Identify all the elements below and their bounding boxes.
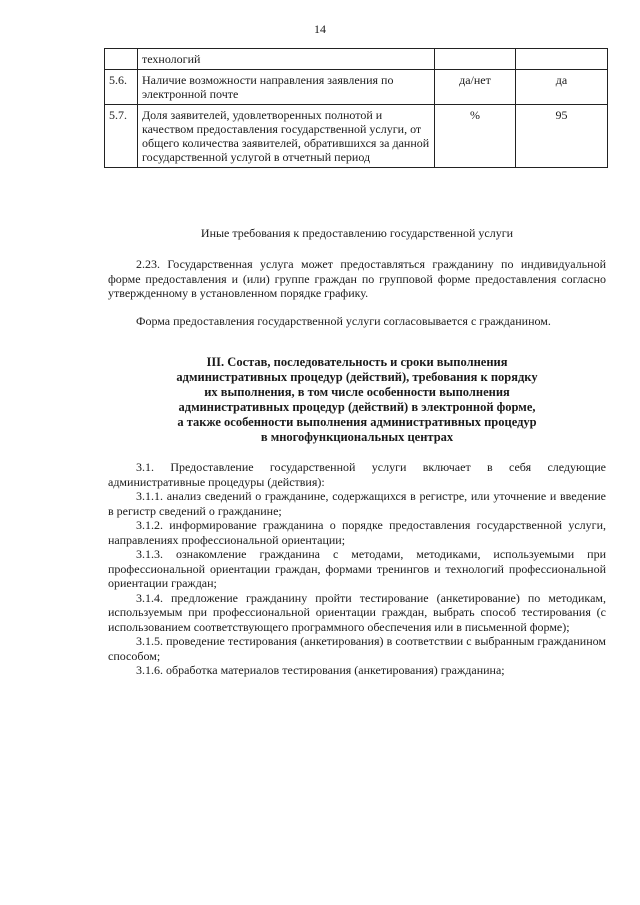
- heading-line: административных процедур (действий) в электронной форме,: [178, 400, 536, 414]
- heading-line: их выполнения, в том числе особенности выполнения: [204, 385, 510, 399]
- heading-line: а также особенности выполнения административных процедур: [177, 415, 537, 429]
- row-name: Доля заявителей, удовлетворенных полнотой и качеством предоставления государственной услуги, от общего количества заявителей, обратившихся за данной государственной услугой в отчетный период: [138, 105, 435, 168]
- list-item: 3.1.5. проведение тестирования (анкетирования) в соответствии с выбранным гражданином способом;: [108, 634, 606, 663]
- list-item: 3.1.2. информирование гражданина о порядке предоставления государственной услуги, направлениях профессиональной ориентации;: [108, 518, 606, 547]
- row-name: технологий: [138, 49, 435, 70]
- list-item: 3.1.6. обработка материалов тестирования (анкетирования) гражданина;: [136, 663, 505, 677]
- page-number: 14: [314, 22, 326, 36]
- list-item: 3.1.3. ознакомление гражданина с методами, методиками, используемыми при профессиональной ориентации граждан, формами тренингов и технологий профессиональной ориентации граждан;: [108, 547, 606, 590]
- row-unit: [435, 49, 516, 70]
- row-name: Наличие возможности направления заявления по электронной почте: [138, 70, 435, 105]
- paragraph-form: Форма предоставления государственной услуги согласовывается с гражданином.: [136, 314, 551, 328]
- section-subtitle: Иные требования к предоставлению государственной услуги: [200, 226, 514, 240]
- list-item: 3.1.1. анализ сведений о гражданине, содержащихся в регистре, или уточнение и введение в регистр сведений о гражданине;: [108, 489, 606, 518]
- row-unit: да/нет: [435, 70, 516, 105]
- table-row: [105, 49, 608, 70]
- list-item: 3.1.4. предложение гражданину пройти тестирование (анкетирование) по методикам, используемым при профессиональной ориентации граждан, выбрать способ тестирования (с использованием соответствующего программного обеспечения или в письменной форме);: [108, 590, 606, 634]
- procedures-list: [108, 460, 606, 678]
- row-value: да: [516, 70, 608, 105]
- row-number: 5.7.: [105, 105, 138, 168]
- list-item: 3.1. Предоставление государственной услуги включает в себя следующие административные процедуры (действия):: [108, 460, 606, 489]
- indicators-table: [104, 48, 608, 168]
- row-number: [105, 49, 138, 70]
- table-row: [105, 70, 608, 105]
- table-row: [105, 105, 608, 168]
- heading-line: III. Состав, последовательность и сроки выполнения: [206, 355, 508, 369]
- heading-line: административных процедур (действий), требования к порядку: [176, 370, 538, 384]
- paragraph-2-23: 2.23. Государственная услуга может предоставляться гражданину по индивидуальной форме предоставления и (или) группе граждан по групповой форме предоставления согласно утвержденному в установленном порядке графику.: [108, 257, 606, 300]
- row-number: 5.6.: [105, 70, 138, 105]
- row-unit: %: [435, 105, 516, 168]
- heading-line: в многофункциональных центрах: [260, 430, 454, 444]
- row-value: [516, 49, 608, 70]
- row-value: 95: [516, 105, 608, 168]
- section-heading: [108, 355, 606, 445]
